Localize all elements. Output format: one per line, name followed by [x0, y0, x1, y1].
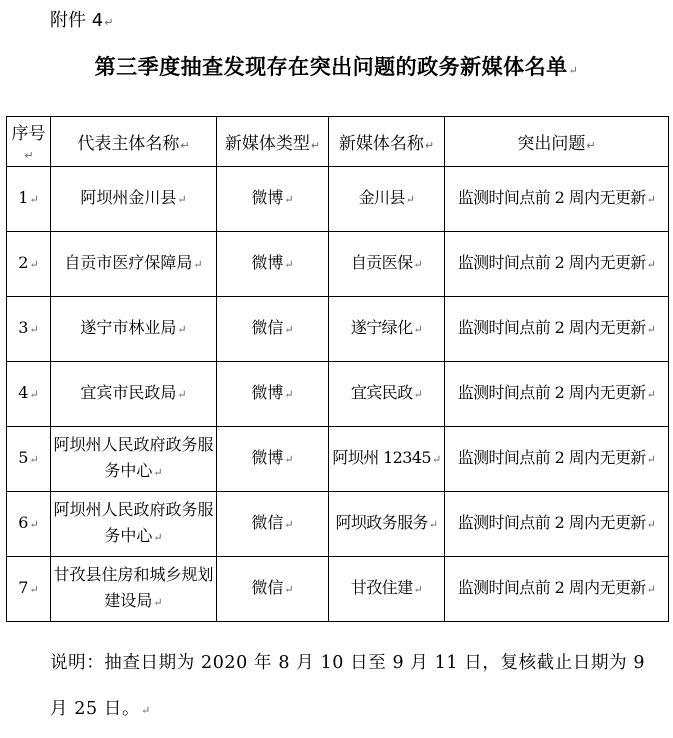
- header-cell-entity: 代表主体名称↵: [51, 117, 217, 167]
- table-row: [7, 167, 669, 232]
- table-header-row: [7, 117, 669, 167]
- cell-problem: 监测时间点前 2 周内无更新↵: [445, 232, 669, 297]
- table-row: [7, 297, 669, 362]
- paragraph-mark-icon: ↵: [568, 64, 579, 77]
- cell-media-type: 微博↵: [217, 362, 329, 427]
- header-cell-no: 序号↵: [7, 117, 51, 167]
- header-cell-media-type: 新媒体类型↵: [217, 117, 329, 167]
- cell-no: 4↵: [7, 362, 51, 427]
- cell-entity: 甘孜县住房和城乡规划建设局↵: [51, 557, 217, 622]
- cell-media-name: 甘孜住建↵: [329, 557, 445, 622]
- paragraph-mark-icon: ↵: [141, 704, 151, 717]
- roster-table: [6, 116, 669, 622]
- table-row: [7, 492, 669, 557]
- cell-problem: 监测时间点前 2 周内无更新↵: [445, 167, 669, 232]
- cell-media-name: 自贡医保↵: [329, 232, 445, 297]
- cell-entity: 阿坝州金川县↵: [51, 167, 217, 232]
- cell-entity: 阿坝州人民政府政务服务中心↵: [51, 427, 217, 492]
- cell-media-type: 微博↵: [217, 167, 329, 232]
- cell-no: 5↵: [7, 427, 51, 492]
- table-row: [7, 362, 669, 427]
- cell-problem: 监测时间点前 2 周内无更新↵: [445, 362, 669, 427]
- cell-problem: 监测时间点前 2 周内无更新↵: [445, 492, 669, 557]
- attachment-label: 附件 4↵: [50, 10, 114, 31]
- cell-entity: 自贡市医疗保障局↵: [51, 232, 217, 297]
- cell-media-type: 微博↵: [217, 427, 329, 492]
- cell-problem: 监测时间点前 2 周内无更新↵: [445, 557, 669, 622]
- cell-media-name: 宜宾民政↵: [329, 362, 445, 427]
- cell-no: 7↵: [7, 557, 51, 622]
- table-row: [7, 557, 669, 622]
- paragraph-mark-icon: ↵: [104, 16, 114, 29]
- footnote: 说明：抽查日期为 2020 年 8 月 10 日至 9 月 11 日，复核截止日期为 9 月 25 日。↵: [50, 653, 646, 719]
- cell-no: 3↵: [7, 297, 51, 362]
- cell-problem: 监测时间点前 2 周内无更新↵: [445, 297, 669, 362]
- cell-no: 2↵: [7, 232, 51, 297]
- table-row: [7, 427, 669, 492]
- cell-media-name: 金川县↵: [329, 167, 445, 232]
- table-row: [7, 232, 669, 297]
- cell-entity: 阿坝州人民政府政务服务中心↵: [51, 492, 217, 557]
- cell-media-name: 阿坝州 12345↵: [329, 427, 445, 492]
- cell-media-name: 遂宁绿化↵: [329, 297, 445, 362]
- cell-media-type: 微信↵: [217, 492, 329, 557]
- header-cell-media-name: 新媒体名称↵: [329, 117, 445, 167]
- cell-media-name: 阿坝政务服务↵: [329, 492, 445, 557]
- cell-media-type: 微信↵: [217, 557, 329, 622]
- cell-no: 6↵: [7, 492, 51, 557]
- cell-no: 1↵: [7, 167, 51, 232]
- cell-media-type: 微博↵: [217, 232, 329, 297]
- cell-entity: 遂宁市林业局↵: [51, 297, 217, 362]
- cell-problem: 监测时间点前 2 周内无更新↵: [445, 427, 669, 492]
- cell-media-type: 微信↵: [217, 297, 329, 362]
- cell-entity: 宜宾市民政局↵: [51, 362, 217, 427]
- header-cell-problem: 突出问题↵: [445, 117, 669, 167]
- page-title: 第三季度抽查发现存在突出问题的政务新媒体名单↵: [94, 54, 579, 79]
